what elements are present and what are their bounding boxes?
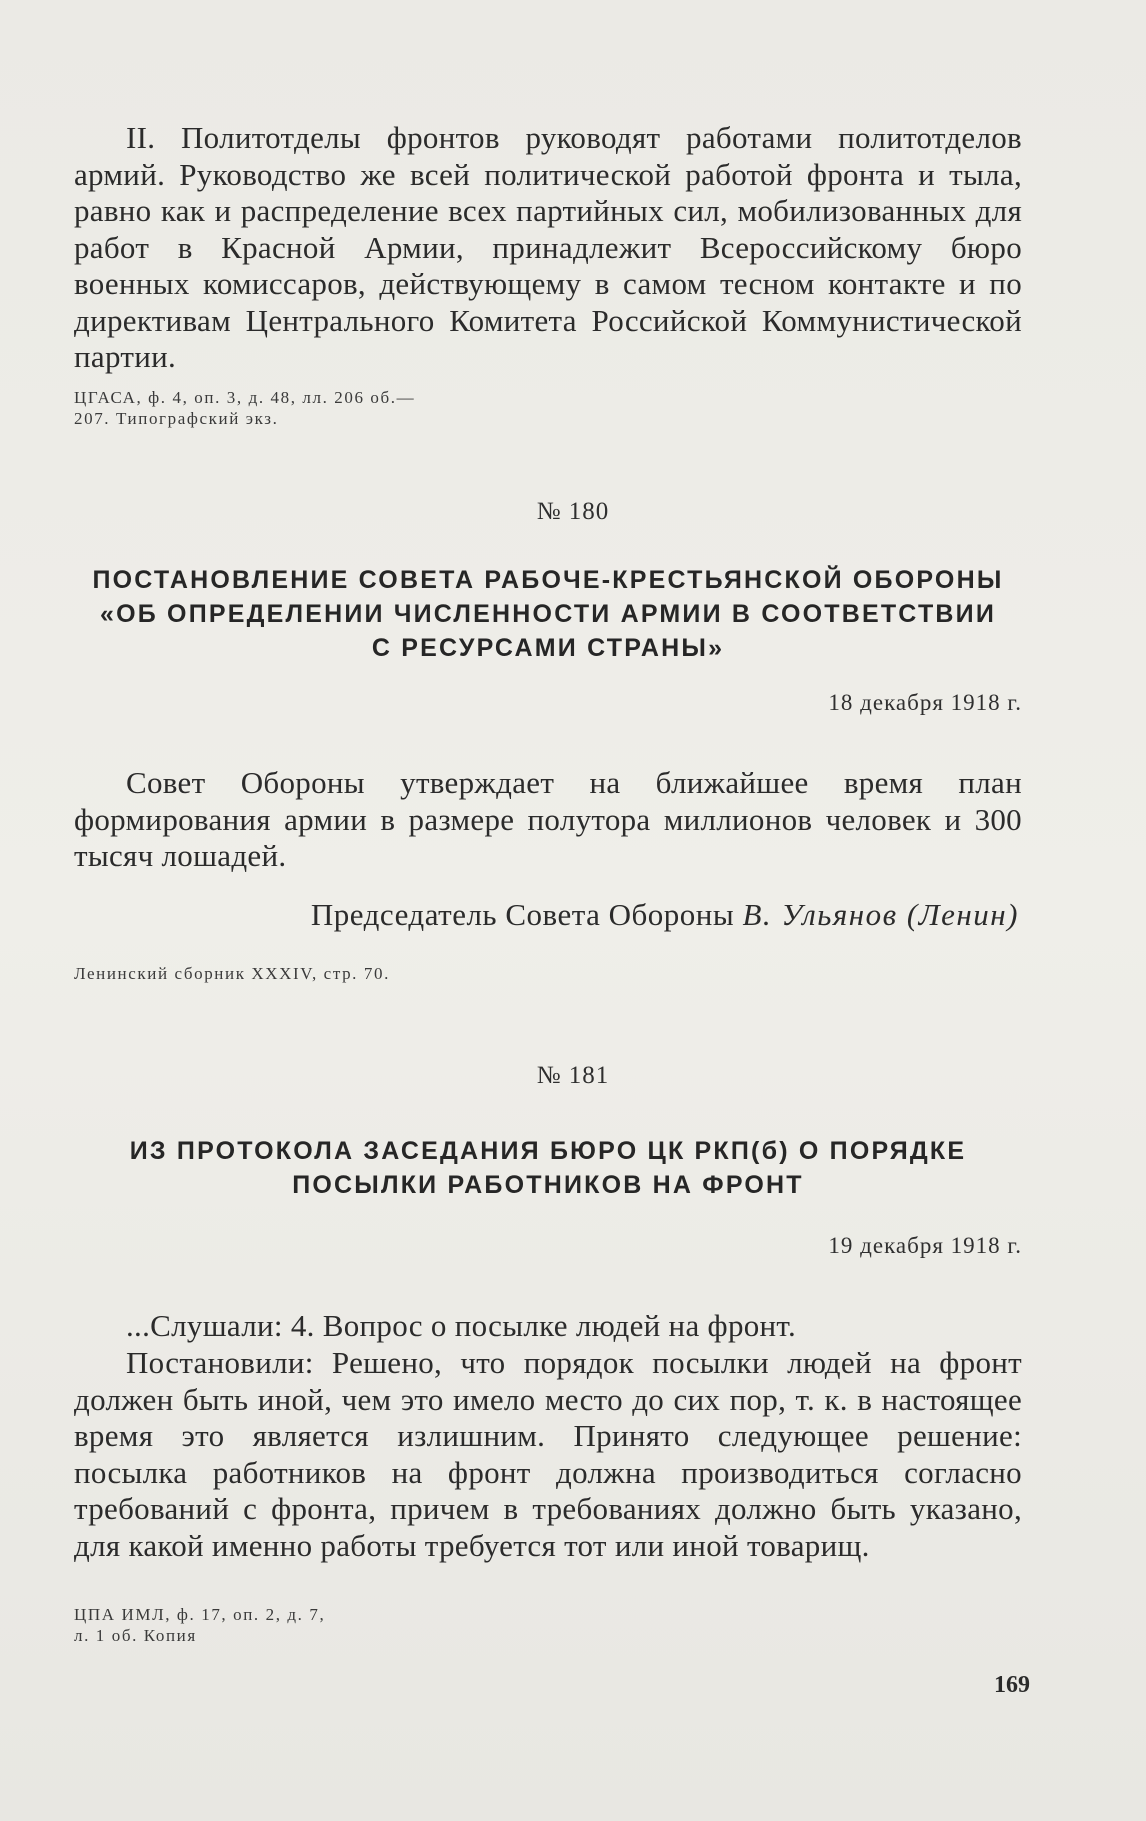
document-source-180: Ленинский сборник XXXIV, стр. 70. [74,964,390,983]
source-line: 207. Типографский экз. [74,409,279,428]
document-paragraph-181-1: ...Слушали: 4. Вопрос о посылке людей на фронт. [126,1308,797,1343]
source-line: ЦПА ИМЛ, ф. 17, оп. 2, д. 7, [74,1605,326,1624]
previous-document-paragraph: II. Политотделы фронтов руководят работами политотделов армий. Руководство же всей политической работой фронта и тыла, равно как и распределение всех партийных сил, мобилизованных для работ в Красной Армии, принадлежит Всероссийскому бюро военных комиссаров, действующему в самом тесном контакте и по директивам Центрального Комитета Российской Коммунистической партии. [74,120,1022,374]
previous-document-source [74,387,1022,429]
signature-name: В. Ульянов (Ленин) [742,897,1019,932]
title-line: ИЗ ПРОТОКОЛА ЗАСЕДАНИЯ БЮРО ЦК РКП(б) О ПОРЯДКЕ [129,1137,967,1165]
title-line: «ОБ ОПРЕДЕЛЕНИИ ЧИСЛЕННОСТИ АРМИИ В СООТВЕТСТВИИ [99,600,997,628]
page-number: 169 [994,1672,1030,1698]
document-title-181 [74,1134,1022,1202]
title-line: С РЕСУРСАМИ СТРАНЫ» [371,634,725,662]
document-paragraph-181-2: Постановили: Решено, что порядок посылки людей на фронт должен быть иной, чем это имело место до сих пор, т. к. в настоящее время это является излишним. Принято следующее решение: посылка работников на фронт должна производиться согласно требований с фронта, причем в требованиях должно быть указано, для какой именно работы требуется тот или иной товарищ. [74,1345,1022,1563]
signature-title: Председатель Совета Обороны [310,897,735,932]
document-title-180 [74,563,1022,665]
signature [311,897,1019,933]
title-line: ПОСЫЛКИ РАБОТНИКОВ НА ФРОНТ [292,1171,804,1199]
document-date-181: 19 декабря 1918 г. [828,1233,1022,1258]
source-line: ЦГАСА, ф. 4, оп. 3, д. 48, лл. 206 об.— [74,388,416,407]
document-body-180: Совет Обороны утверждает на ближайшее время план формирования армии в размере полутора миллионов человек и 300 тысяч лошадей. [74,765,1022,873]
document-source-181 [74,1604,1022,1646]
document-number-181: № 181 [536,1062,610,1089]
document-date-180: 18 декабря 1918 г. [828,690,1022,715]
document-number-180: № 180 [536,498,610,525]
title-line: ПОСТАНОВЛЕНИЕ СОВЕТА РАБОЧЕ-КРЕСТЬЯНСКОЙ ОБОРОНЫ [92,566,1004,594]
source-line: л. 1 об. Копия [74,1626,197,1645]
